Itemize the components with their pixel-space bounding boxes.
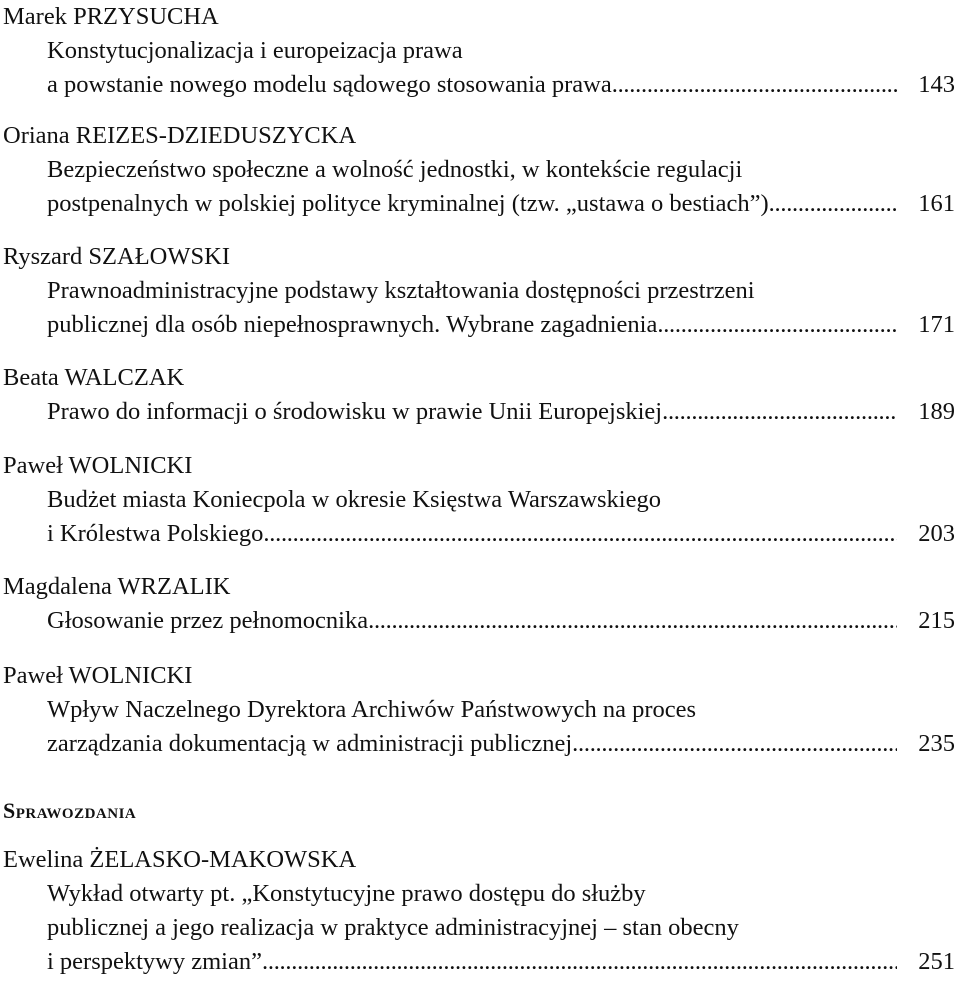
entry-title-line: Wykład otwarty pt. „Konstytucyjne prawo dostępu do służby [47,880,646,907]
entry-title-line: Bezpieczeństwo społeczne a wolność jednostki, w kontekście regulacji [47,156,743,183]
entry-page-number: 143 [918,71,955,98]
entry-page-number: 215 [918,607,955,634]
entry-title-line: publicznej a jego realizacja w praktyce administracyjnej – stan obecny [47,914,739,941]
entry-last-line[interactable] [47,187,955,221]
entry-page-number: 161 [918,190,955,217]
section-heading: Sprawozdania [3,798,137,823]
entry-page-number: 203 [918,520,955,547]
toc-entry [0,0,960,102]
entry-author: Ewelina ŻELASKO-MAKOWSKA [3,846,357,873]
dot-leader [262,945,897,979]
entry-author: Magdalena WRZALIK [3,573,231,600]
toc-entry [0,570,960,638]
entry-title-line: Konstytucjonalizacja i europeizacja prawa [47,37,463,64]
dot-leader [769,187,897,221]
toc-entry [0,843,960,979]
dot-leader [263,517,897,551]
entry-last-line[interactable] [47,604,955,638]
entry-page-number: 171 [918,311,955,338]
toc-entry [0,240,960,342]
entry-author: Ryszard SZAŁOWSKI [3,243,230,270]
entry-last-line[interactable] [47,68,955,102]
dot-leader [368,604,897,638]
entry-title-end: i Królestwa Polskiego [47,520,264,547]
entry-page-number: 251 [918,948,955,975]
entry-title-end: Głosowanie przez pełnomocnika [47,607,369,634]
toc-entry [0,119,960,221]
entry-title-line: Prawnoadministracyjne podstawy kształtowania dostępności przestrzeni [47,277,755,304]
entry-title-end: a powstanie nowego modelu sądowego stosowania prawa [47,71,612,98]
entry-title-line: Wpływ Naczelnego Dyrektora Archiwów Państwowych na proces [47,696,697,723]
entry-page-number: 189 [918,398,955,425]
dot-leader [612,68,897,102]
entry-title-end: postpenalnych w polskiej polityce kryminalnej (tzw. „ustawa o bestiach”) [47,190,769,217]
entry-author: Paweł WOLNICKI [3,452,193,479]
entry-author: Marek PRZYSUCHA [3,3,219,30]
entry-last-line[interactable] [47,727,955,761]
entry-title-end: i perspektywy zmian” [47,948,262,975]
entry-author: Beata WALCZAK [3,364,185,391]
entry-title-line: Budżet miasta Koniecpola w okresie Księstwa Warszawskiego [47,486,661,513]
entry-last-line[interactable] [47,395,955,429]
entry-page-number: 235 [918,730,955,757]
entry-last-line[interactable] [47,945,955,979]
entry-author: Oriana REIZES-DZIEDUSZYCKA [3,122,357,149]
entry-last-line[interactable] [47,517,955,551]
entry-title-end: publicznej dla osób niepełnosprawnych. Wybrane zagadnienia [47,311,658,338]
dot-leader [657,308,897,342]
entry-last-line[interactable] [47,308,955,342]
toc-entry [0,659,960,761]
entry-title-end: Prawo do informacji o środowisku w prawie Unii Europejskiej [47,398,663,425]
dot-leader [662,395,897,429]
entry-author: Paweł WOLNICKI [3,662,193,689]
toc-entry [0,361,960,429]
dot-leader [572,727,897,761]
toc-entry [0,449,960,551]
entry-title-end: zarządzania dokumentacją w administracji publicznej [47,730,573,757]
